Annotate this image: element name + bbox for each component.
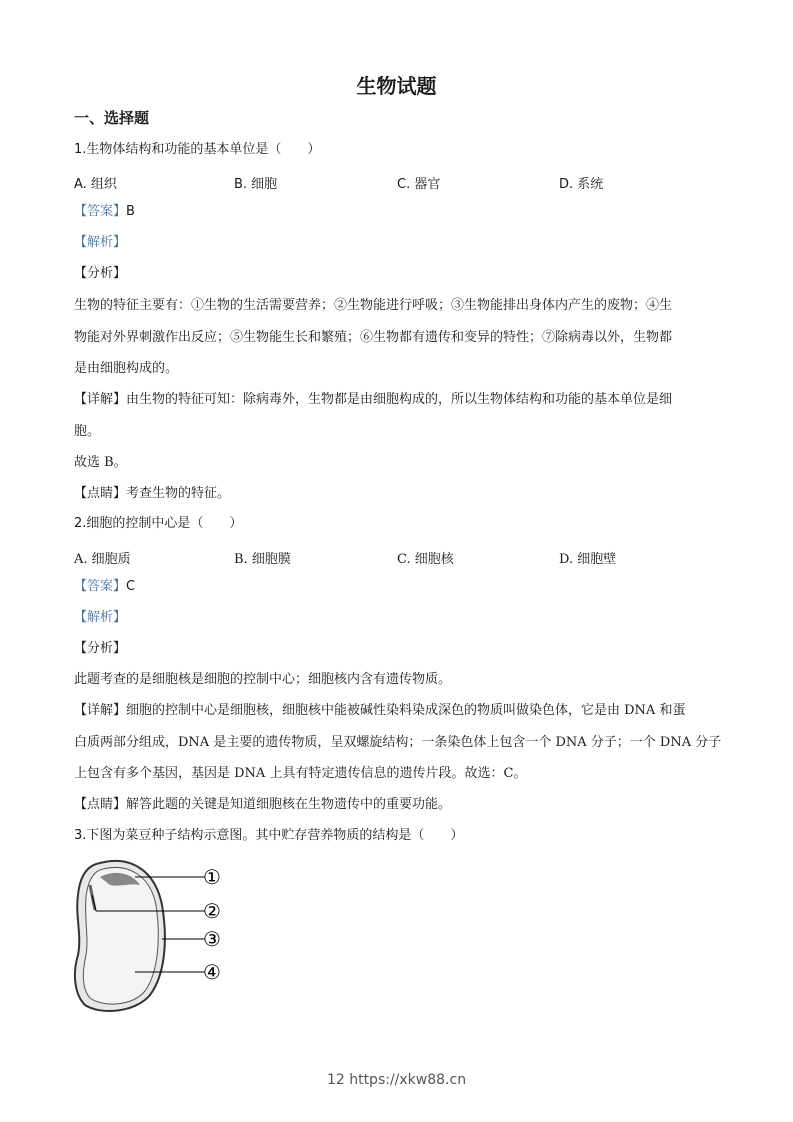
q2-option-a: A. 细胞质 [74, 552, 131, 567]
q2-fenxi-label: 【分析】 [74, 641, 127, 656]
q2-option-c: C. 细胞核 [397, 552, 454, 567]
q1-option-c: C. 器官 [397, 177, 441, 192]
label-4: ④ [203, 960, 221, 984]
q2-option-d: D. 细胞壁 [559, 552, 617, 567]
q2-detail-line: 【详解】细胞的控制中心是细胞核，细胞核中能被碱性染料染成深色的物质叫做染色体，它是由 DNA 和蛋 [74, 703, 686, 718]
q1-analysis-line: 生物的特征主要有：①生物的生活需要营养；②生物能进行呼吸；③生物能排出身体内产生的废物；④生 [74, 298, 673, 313]
q3-stem: 3.下图为菜豆种子结构示意图。其中贮存营养物质的结构是（ ） [74, 828, 464, 843]
q2-detail-line: 白质两部分组成，DNA 是主要的遗传物质，呈双螺旋结构；一条染色体上包含一个 DNA 分子；一个 DNA 分子 [74, 735, 722, 750]
bean-seed-diagram [70, 855, 250, 1015]
q2-answer [74, 579, 135, 595]
answer-value: C [126, 579, 136, 594]
q2-stem: 2.细胞的控制中心是（ ） [74, 516, 243, 531]
q1-analysis-line: 物能对外界刺激作出反应；⑤生物能生长和繁殖；⑥生物都有遗传和变异的特性；⑦除病毒以外，生物都 [74, 330, 673, 345]
page-footer: 12 https://xkw88.cn [326, 1072, 467, 1088]
q2-option-b: B. 细胞膜 [234, 552, 291, 567]
q2-analysis: 此题考查的是细胞核是细胞的控制中心；细胞核内含有遗传物质。 [74, 672, 452, 687]
q1-detail-line: 【详解】由生物的特征可知：除病毒外，生物都是由细胞构成的，所以生物体结构和功能的基本单位是细 [74, 392, 673, 407]
q1-option-d: D. 系统 [559, 177, 604, 192]
q1-analysis-line: 是由细胞构成的。 [74, 361, 179, 376]
q1-answer [74, 204, 135, 220]
answer-label: 【答案】 [74, 204, 127, 219]
q2-comment: 【点睛】解答此题的关键是知道细胞核在生物遗传中的重要功能。 [74, 797, 452, 812]
section-heading: 一、选择题 [74, 109, 150, 127]
q1-stem: 1.生物体结构和功能的基本单位是（ ） [74, 142, 321, 157]
bean-seed-figure [70, 855, 250, 1015]
q1-fenxi-label: 【分析】 [74, 266, 127, 281]
q1-option-b: B. 细胞 [234, 177, 278, 192]
label-3: ③ [203, 927, 221, 951]
answer-value: B [126, 204, 135, 219]
q1-choose: 故选 B。 [74, 455, 127, 470]
label-1: ① [203, 865, 221, 889]
label-2: ② [203, 899, 221, 923]
q1-detail-line: 胞。 [74, 424, 101, 439]
page-title: 生物试题 [356, 74, 437, 98]
q2-detail-line: 上包含有多个基因，基因是 DNA 上具有特定遗传信息的遗传片段。故选：C。 [74, 766, 527, 781]
q1-option-a: A. 组织 [74, 177, 117, 192]
q1-comment: 【点睛】考查生物的特征。 [74, 486, 231, 501]
q2-jiexi-label: 【解析】 [74, 610, 127, 625]
answer-label: 【答案】 [74, 579, 127, 594]
q1-jiexi-label: 【解析】 [74, 235, 127, 250]
